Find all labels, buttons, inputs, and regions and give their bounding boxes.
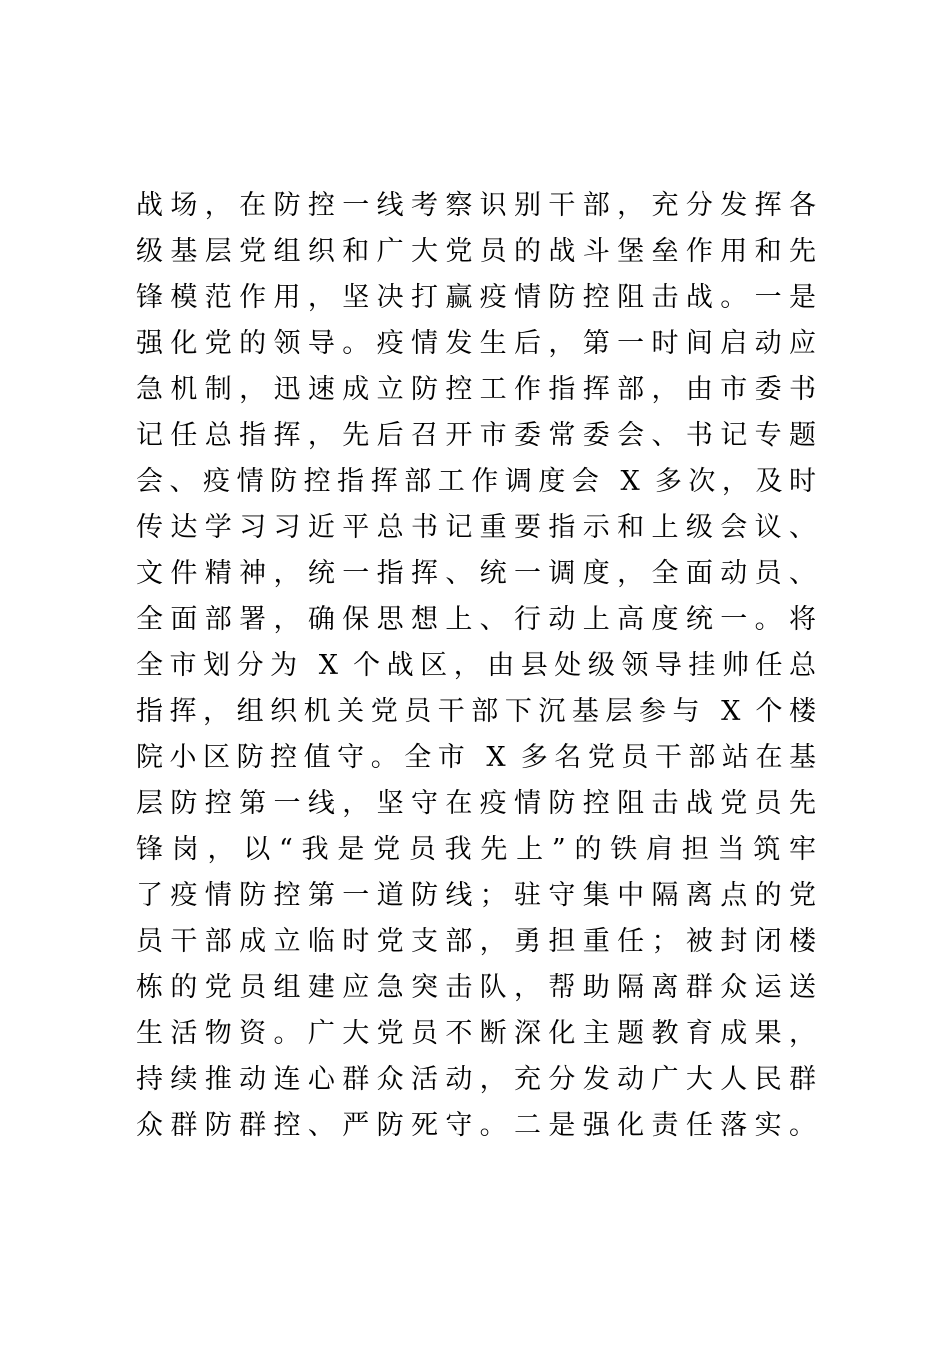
- text-line-21: 众群防群控、严防死守。二是强化责任落实。: [136, 1110, 816, 1141]
- text-line-9: 文件精神，统一指挥、统一调度，全面动员、: [136, 558, 816, 589]
- text-line-16: 了疫情防控第一道防线；驻守集中隔离点的党: [136, 880, 816, 911]
- text-line-5: 急机制，迅速成立防控工作指挥部，由市委书: [136, 374, 816, 405]
- text-line-2: 级基层党组织和广大党员的战斗堡垒作用和先: [136, 236, 816, 267]
- text-line-10: 全面部署，确保思想上、行动上高度统一。将: [136, 604, 816, 635]
- text-line-11: 全市划分为 X 个战区，由县处级领导挂帅任总: [136, 650, 816, 681]
- text-line-20: 持续推动连心群众活动，充分发动广大人民群: [136, 1064, 816, 1095]
- text-line-1: 战场，在防控一线考察识别干部，充分发挥各: [136, 190, 816, 221]
- text-line-15: 锋岗，以“我是党员我先上”的铁肩担当筑牢: [136, 834, 816, 865]
- text-line-4: 强化党的领导。疫情发生后，第一时间启动应: [136, 328, 816, 359]
- text-line-18: 栋的党员组建应急突击队，帮助隔离群众运送: [136, 972, 816, 1003]
- text-line-12: 指挥，组织机关党员干部下沉基层参与 X 个楼: [136, 696, 816, 727]
- body-paragraph: [136, 183, 816, 1149]
- text-line-13: 院小区防控值守。全市 X 多名党员干部站在基: [136, 742, 816, 773]
- text-line-17: 员干部成立临时党支部，勇担重任；被封闭楼: [136, 926, 816, 957]
- text-line-19: 生活物资。广大党员不断深化主题教育成果，: [136, 1018, 816, 1049]
- text-line-8: 传达学习习近平总书记重要指示和上级会议、: [136, 512, 816, 543]
- text-line-14: 层防控第一线，坚守在疫情防控阻击战党员先: [136, 788, 816, 819]
- text-line-6: 记任总指挥，先后召开市委常委会、书记专题: [136, 420, 816, 451]
- text-line-7: 会、疫情防控指挥部工作调度会 X 多次，及时: [136, 466, 816, 497]
- text-line-3: 锋模范作用，坚决打赢疫情防控阻击战。一是: [136, 282, 816, 313]
